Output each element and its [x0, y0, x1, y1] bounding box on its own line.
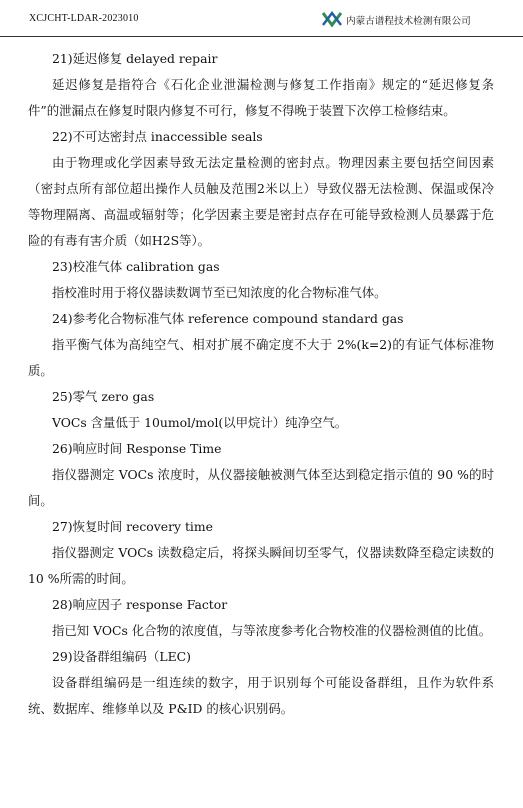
section-body: 指已知 VOCs 化合物的浓度值，与等浓度参考化合物校准的仪器检测值的比值。 — [52, 623, 492, 638]
section-body: 指仪器测定 VOCs 读数稳定后，将探头瞬间切至零气，仪器读数降至稳定读数的 10 %所需的时间。 — [28, 545, 494, 586]
document-code: XCJCHT-LDAR-2023010 — [29, 13, 139, 24]
section-body: 指平衡气体为高纯空气、相对扩展不确定度不大于 2%(k=2)的有证气体标准物质。 — [28, 337, 494, 378]
section-heading: 29)设备群组编码（LEC) — [52, 649, 191, 664]
section-heading: 27)恢复时间 recovery time — [52, 519, 213, 534]
section-heading: 21)延迟修复 delayed repair — [52, 51, 218, 66]
page-header — [0, 0, 523, 37]
section-body: 由于物理或化学因素导致无法定量检测的密封点。物理因素主要包括空间因素（密封点所有部位超出操作人员触及范围2米以上）导致仪器无法检测、保温或保冷等物理隔离、高温或辐射等；化学因素主要是密封点存在可能导致检测人员暴露于危险的有毒有害介质（如H2S等）。 — [28, 155, 494, 248]
company-logo-icon — [321, 9, 343, 29]
section-body: 指仪器测定 VOCs 浓度时，从仪器接触被测气体至达到稳定指示值的 90 %的时间。 — [28, 467, 494, 508]
section-heading: 26)响应时间 Response Time — [52, 441, 222, 456]
section-heading: 22)不可达密封点 inaccessible seals — [52, 129, 263, 144]
section-body: 指校准时用于将仪器读数调节至已知浓度的化合物标准气体。 — [52, 285, 387, 300]
section-body: 设备群组编码是一组连续的数字，用于识别每个可能设备群组，且作为软件系统、数据库、维修单以及 P&ID 的核心识别码。 — [28, 675, 494, 716]
section-body: 延迟修复是指符合《石化企业泄漏检测与修复工作指南》规定的“延迟修复条件”的泄漏点在修复时限内修复不可行，修复不得晚于装置下次停工检修结束。 — [28, 77, 494, 118]
company-name: 内蒙古谱程技术检测有限公司 — [346, 16, 471, 27]
section-body: VOCs 含量低于 10umol/mol(以甲烷计）纯净空气。 — [52, 415, 348, 430]
section-heading: 28)响应因子 response Factor — [52, 597, 228, 612]
section-heading: 24)参考化合物标准气体 reference compound standard gas — [52, 311, 404, 326]
section-heading: 23)校准气体 calibration gas — [52, 259, 220, 274]
section-heading: 25)零气 zero gas — [52, 389, 155, 404]
definitions-list — [28, 46, 494, 722]
